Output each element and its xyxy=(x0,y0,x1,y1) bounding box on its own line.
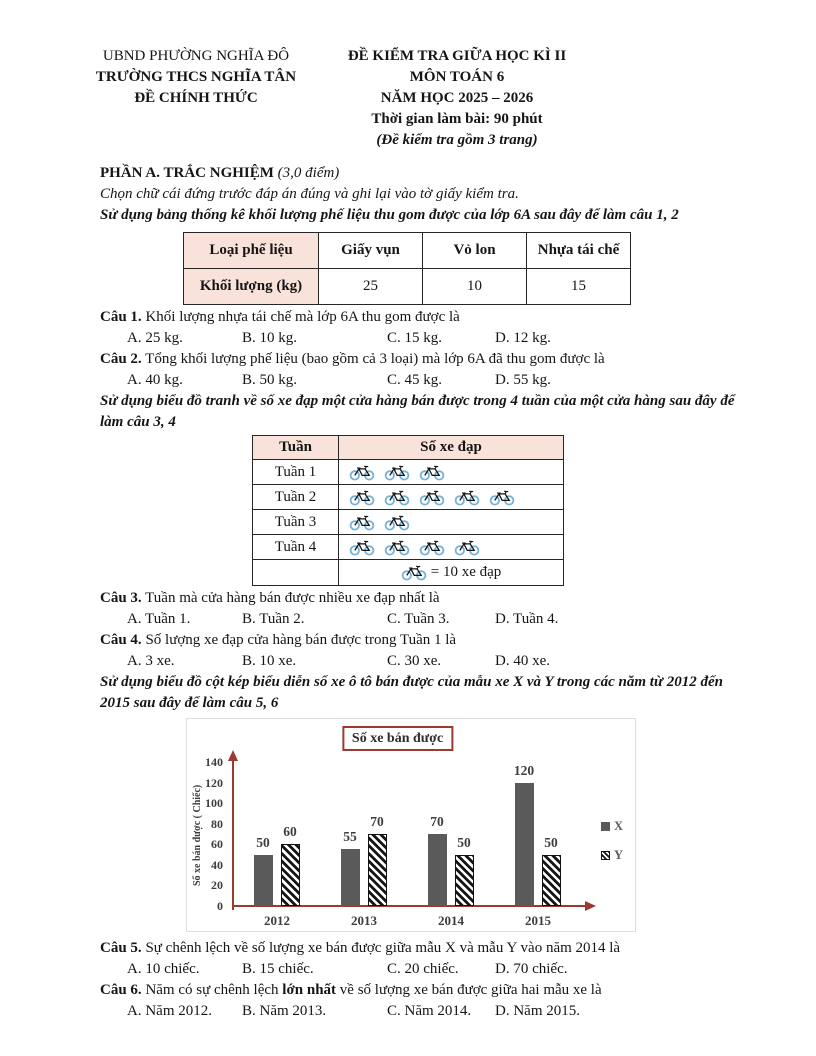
pictogram-column-header: Tuần xyxy=(253,436,339,460)
table-row-header: Loại phế liệu xyxy=(184,233,319,269)
table-column-header: Vỏ lon xyxy=(423,233,527,269)
week-label: Tuần 3 xyxy=(253,510,339,535)
question-text xyxy=(100,588,740,609)
answer-option: C. Tuần 3. xyxy=(387,611,450,627)
legend-entry xyxy=(601,816,623,837)
bicycle-icon xyxy=(419,539,445,556)
chart-legend xyxy=(601,816,623,874)
legend-entry xyxy=(601,845,623,866)
y-axis-tick-label: 20 xyxy=(211,878,223,893)
bicycle-icons-cell xyxy=(339,460,564,485)
pictogram-column-header: Số xe đạp xyxy=(339,436,564,460)
section-a-points: (3,0 điểm) xyxy=(273,165,340,181)
answer-option: D. Năm 2015. xyxy=(495,1003,580,1019)
bar-value-label: 50 xyxy=(256,834,270,850)
question-text-part: Tổng khối lượng phế liệu (bao gồm cả 3 loại) mà lớp 6A đã thu gom được là xyxy=(141,351,605,367)
question-6 xyxy=(100,980,740,1022)
answer-options-row xyxy=(100,328,740,349)
issuing-school-block xyxy=(58,46,334,109)
answer-options-row xyxy=(100,959,740,980)
answer-option: C. 30 xe. xyxy=(387,653,442,669)
bicycle-icon xyxy=(384,514,410,531)
section-instruction: Chọn chữ cái đứng trước đáp án đúng và ghi lại vào tờ giấy kiểm tra. xyxy=(100,186,519,202)
question-number: Câu 5. xyxy=(100,940,142,956)
legend-swatch-icon xyxy=(601,851,610,860)
legend-series-name: X xyxy=(614,819,624,833)
question-text-part: về số lượng xe bán được giữa hai mẫu xe là xyxy=(336,982,602,998)
bar-series-y xyxy=(455,855,474,906)
question-text-part: Khối lượng nhựa tái chế mà lớp 6A thu gom được là xyxy=(141,309,460,325)
table-value-cell: 25 xyxy=(319,269,423,305)
question-number: Câu 6. xyxy=(100,982,142,998)
y-axis-tick-label: 140 xyxy=(205,755,223,769)
bicycle-icon xyxy=(384,489,410,506)
x-axis-category-label: 2013 xyxy=(351,913,377,928)
x-axis-category-label: 2012 xyxy=(264,913,290,928)
bicycle-icon xyxy=(349,489,375,506)
bicycle-icon xyxy=(419,464,445,481)
answer-option: D. 12 kg. xyxy=(495,330,551,346)
question-text-part: Số lượng xe đạp cửa hàng bán được trong Tuần 1 là xyxy=(141,632,457,648)
answer-option: B. 15 chiếc. xyxy=(242,961,314,977)
question-text-part: lớn nhất xyxy=(282,982,337,998)
question-text-part: Năm có sự chênh lệch xyxy=(141,982,283,998)
bar-value-label: 55 xyxy=(343,829,357,845)
question-text-part: Tuần mà cửa hàng bán được nhiều xe đạp nhất là xyxy=(141,590,440,606)
question-text xyxy=(100,980,740,1001)
question-number: Câu 2. xyxy=(100,351,142,367)
chart-title: Số xe bán được xyxy=(342,726,453,751)
question-5 xyxy=(100,938,740,980)
official-exam-label: ĐỀ CHÍNH THỨC xyxy=(134,90,258,106)
question-number: Câu 4. xyxy=(100,632,142,648)
question-text xyxy=(100,307,740,328)
x-axis-category-label: 2014 xyxy=(438,913,464,928)
bar-value-label: 70 xyxy=(430,814,444,829)
school-name: TRƯỜNG THCS NGHĨA TÂN xyxy=(95,69,297,85)
y-axis-tick-label: 80 xyxy=(211,816,223,831)
section-a-title xyxy=(100,163,740,184)
legend-swatch-icon xyxy=(601,822,610,831)
bar-value-label: 120 xyxy=(513,762,535,778)
table-column-header: Giấy vụn xyxy=(319,233,423,269)
pictogram-legend-text: = 10 xe đạp xyxy=(430,564,502,580)
school-year: NĂM HỌC 2025 – 2026 xyxy=(380,90,534,106)
exam-title-block xyxy=(328,46,586,151)
question-3 xyxy=(100,588,740,630)
bicycle-icon xyxy=(384,464,410,481)
bicycle-icon xyxy=(454,539,480,556)
bar-value-label: 50 xyxy=(457,834,471,850)
question-number: Câu 3. xyxy=(100,590,142,606)
answer-option: B. 10 xe. xyxy=(242,653,297,669)
bicycle-icons-cell xyxy=(339,485,564,510)
answer-option: A. Tuần 1. xyxy=(127,611,191,627)
subject: MÔN TOÁN 6 xyxy=(409,69,505,85)
bicycle-icon xyxy=(454,489,480,506)
district-name: UBND PHƯỜNG NGHĨA ĐÔ xyxy=(102,48,290,64)
pictogram-legend xyxy=(339,560,564,586)
context-table: Sử dụng bảng thống kê khối lượng phế liệu thu gom được của lớp 6A sau đây để làm câu 1, 2 xyxy=(100,207,679,223)
y-axis-tick-label: 120 xyxy=(205,775,223,790)
bar-series-x xyxy=(254,855,273,906)
scrap-weight-table xyxy=(183,232,631,305)
column-chart xyxy=(186,718,636,932)
y-axis-tick-label: 60 xyxy=(211,837,223,852)
question-text xyxy=(100,630,740,651)
bar-value-label: 60 xyxy=(283,824,297,840)
exam-body xyxy=(100,163,740,1022)
answer-options-row xyxy=(100,609,740,630)
bar-series-y xyxy=(368,834,387,906)
bicycle-icon xyxy=(489,489,515,506)
question-1 xyxy=(100,307,740,349)
y-axis-tick-label: 40 xyxy=(211,857,223,872)
table-row-header: Khối lượng (kg) xyxy=(184,269,319,305)
bicycle-icons-cell xyxy=(339,510,564,535)
answer-option: A. Năm 2012. xyxy=(127,1003,212,1019)
bar-series-y xyxy=(281,844,300,906)
section-a-heading: PHẦN A. TRẮC NGHIỆM xyxy=(100,165,274,181)
table-value-cell: 15 xyxy=(527,269,631,305)
empty-cell xyxy=(253,560,339,586)
answer-option: B. Năm 2013. xyxy=(242,1003,327,1019)
answer-option: D. 40 xe. xyxy=(495,653,550,669)
answer-option: A. 25 kg. xyxy=(127,330,183,346)
answer-option: C. Năm 2014. xyxy=(387,1003,472,1019)
y-axis-tick-label: 0 xyxy=(217,899,223,913)
week-label: Tuần 1 xyxy=(253,460,339,485)
week-label: Tuần 4 xyxy=(253,535,339,560)
exam-title: ĐỀ KIỂM TRA GIỮA HỌC KÌ II xyxy=(347,48,567,64)
context-pictogram: Sử dụng biểu đồ tranh về số xe đạp một cửa hàng bán được trong 4 tuần của một cửa hàng sau đây để làm câu 3, 4 xyxy=(100,393,735,430)
legend-series-name: Y xyxy=(614,848,624,862)
answer-options-row xyxy=(100,651,740,672)
answer-option: C. 20 chiếc. xyxy=(387,961,459,977)
answer-option: B. 10 kg. xyxy=(242,330,298,346)
question-text-part: Sự chênh lệch về số lượng xe bán được giữa mẫu X và mẫu Y vào năm 2014 là xyxy=(141,940,621,956)
answer-option: A. 10 chiếc. xyxy=(127,961,200,977)
bicycle-icon xyxy=(419,489,445,506)
bicycle-icon xyxy=(349,514,375,531)
answer-option: B. 50 kg. xyxy=(242,372,298,388)
y-axis-tick-label: 100 xyxy=(205,796,223,811)
chart-y-axis-label: Số xe bán được ( Chiếc) xyxy=(192,784,203,886)
answer-option: D. 55 kg. xyxy=(495,372,551,388)
bicycle-icon xyxy=(384,539,410,556)
answer-option: D. Tuần 4. xyxy=(495,611,559,627)
question-text xyxy=(100,938,740,959)
question-2 xyxy=(100,349,740,391)
answer-option: D. 70 chiếc. xyxy=(495,961,568,977)
answer-options-row xyxy=(100,1001,740,1022)
answer-option: B. Tuần 2. xyxy=(242,611,305,627)
x-axis-category-label: 2015 xyxy=(525,913,551,928)
table-column-header: Nhựa tái chế xyxy=(527,233,631,269)
answer-option: C. 45 kg. xyxy=(387,372,443,388)
answer-option: C. 15 kg. xyxy=(387,330,443,346)
table-value-cell: 10 xyxy=(423,269,527,305)
bicycle-icon xyxy=(349,464,375,481)
bar-series-x xyxy=(341,849,360,906)
question-4 xyxy=(100,630,740,672)
duration: Thời gian làm bài: 90 phút xyxy=(371,111,543,127)
answer-options-row xyxy=(100,370,740,391)
week-label: Tuần 2 xyxy=(253,485,339,510)
context-column-chart: Sử dụng biểu đồ cột kép biểu diễn số xe ô tô bán được của mẫu xe X và Y trong các năm từ 2012 đến 2015 sau đây để làm câu 5, 6 xyxy=(100,674,723,711)
page-count-note: (Đề kiểm tra gồm 3 trang) xyxy=(376,132,538,148)
bicycle-icon xyxy=(349,539,375,556)
bicycle-icons-cell xyxy=(339,535,564,560)
question-number: Câu 1. xyxy=(100,309,142,325)
bar-value-label: 70 xyxy=(370,814,384,829)
answer-option: A. 40 kg. xyxy=(127,372,183,388)
pictogram-table xyxy=(252,435,564,586)
answer-option: A. 3 xe. xyxy=(127,653,175,669)
question-text xyxy=(100,349,740,370)
bicycle-icon xyxy=(401,564,427,581)
bar-series-y xyxy=(542,855,561,906)
bar-value-label: 50 xyxy=(544,834,558,850)
